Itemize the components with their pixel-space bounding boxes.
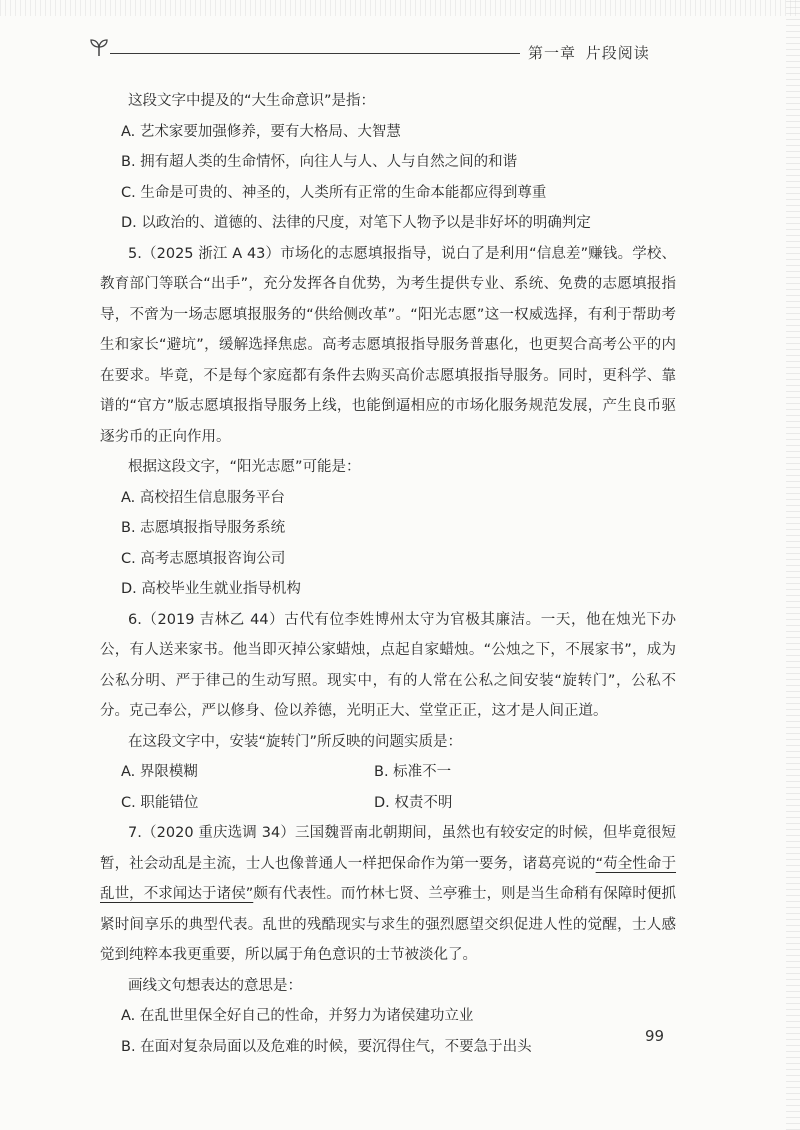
q6-options-row-1	[121, 757, 676, 788]
header-rule	[110, 53, 520, 54]
chapter-title	[528, 42, 650, 63]
q6-stem: 在这段文字中，安装“旋转门”所反映的问题实质是：	[128, 733, 463, 750]
q7-option-a: A. 在乱世里保全好自己的性命，并努力为诸侯建功立业	[121, 1008, 474, 1024]
scan-noise-top	[0, 0, 800, 16]
q5-option-a: A. 高校招生信息服务平台	[121, 489, 285, 506]
q5-option-b: B. 志愿填报指导服务系统	[121, 520, 286, 536]
q4-option-c: C. 生命是可贵的、神圣的，人类所有正常的生命本能都应得到尊重	[121, 184, 547, 201]
q5-option-c: C. 高考志愿填报咨询公司	[121, 550, 286, 567]
q4-option-b: B. 拥有超人类的生命情怀，向往人与人、人与自然之间的和谐	[121, 154, 518, 170]
q7-passage-after: 颇有代表性。而竹林七贤、兰亭雅士，则是当生命稍有保障时便抓紧时间享乐的典型代表。乱世的残酷现实与求生的强烈愿望交织促进人性的觉醒，士人感觉到纯粹本我更重要，所以属于角色意识的士节被淡化了。	[100, 886, 676, 963]
q7-underlined-quote: “苟全性命于乱世，不求闻达于诸侯”	[100, 855, 677, 902]
sprout-icon	[88, 36, 110, 58]
q7-passage-before: 7.（2020 重庆选调 34）三国魏晋南北朝期间，虽然也有较安定的时候，但毕竟很短暂，社会动乱是主流，士人也像普通人一样把保命作为第一要务，诸葛亮说的	[100, 825, 676, 872]
q6-option-b: B. 标准不一	[374, 764, 452, 780]
main-content	[100, 86, 676, 1062]
scan-edge-right	[786, 0, 800, 1130]
running-header	[88, 36, 708, 66]
q6-option-c: C. 职能错位	[121, 794, 199, 811]
q4-option-d: D. 以政治的、道德的、法律的尺度，对笔下人物予以是非好坏的明确判定	[121, 215, 591, 231]
q7-passage	[100, 818, 676, 971]
chapter-label: 第一章	[528, 44, 577, 62]
q7-stem: 画线文句想表达的意思是：	[128, 977, 302, 994]
q4-option-a: A. 艺术家要加强修养，要有大格局、大智慧	[121, 123, 401, 140]
q4-stem: 这段文字中提及的“大生命意识”是指：	[128, 93, 376, 109]
q7-option-b: B. 在面对复杂局面以及危难的时候，要沉得住气，不要急于出头	[121, 1038, 532, 1055]
q5-option-d: D. 高校毕业生就业指导机构	[121, 581, 301, 597]
page-number: 99	[645, 1027, 665, 1045]
q6-option-d: D. 权责不明	[374, 794, 453, 811]
section-label: 片段阅读	[585, 44, 650, 62]
q6-options-row-2	[121, 788, 676, 819]
q5-passage: 5.（2025 浙江 A 43）市场化的志愿填报指导，说白了是利用“信息差”赚钱。学校、教育部门等联合“出手”，充分发挥各自优势，为考生提供专业、系统、免费的志愿填报指导，不啻为一场志愿填报服务的“供给侧改革”。“阳光志愿”这一权威选择，有利于帮助考生和家长“避坑”，缓解选择焦虑。高考志愿填报指导服务普惠化，也更契合高考公平的内在要求。毕竟，不是每个家庭都有条件去购买高价志愿填报指导服务。同时，更科学、靠谱的“官方”版志愿填报指导服务上线，也能倒逼相应的市场化服务规范发展，产生良币驱逐劣币的正向作用。	[100, 245, 676, 445]
q6-passage: 6.（2019 吉林乙 44）古代有位李姓博州太守为官极其廉洁。一天，他在烛光下办公，有人送来家书。他当即灭掉公家蜡烛，点起自家蜡烛。“公烛之下，不展家书”，成为公私分明、严于律己的生动写照。现实中，有的人常在公私之间安装“旋转门”，公私不分。克己奉公，严以修身、俭以养德，光明正大、堂堂正正，这才是人间正道。	[100, 611, 676, 719]
q6-option-a: A. 界限模糊	[121, 764, 198, 780]
q5-stem: 根据这段文字，“阳光志愿”可能是：	[128, 459, 361, 475]
